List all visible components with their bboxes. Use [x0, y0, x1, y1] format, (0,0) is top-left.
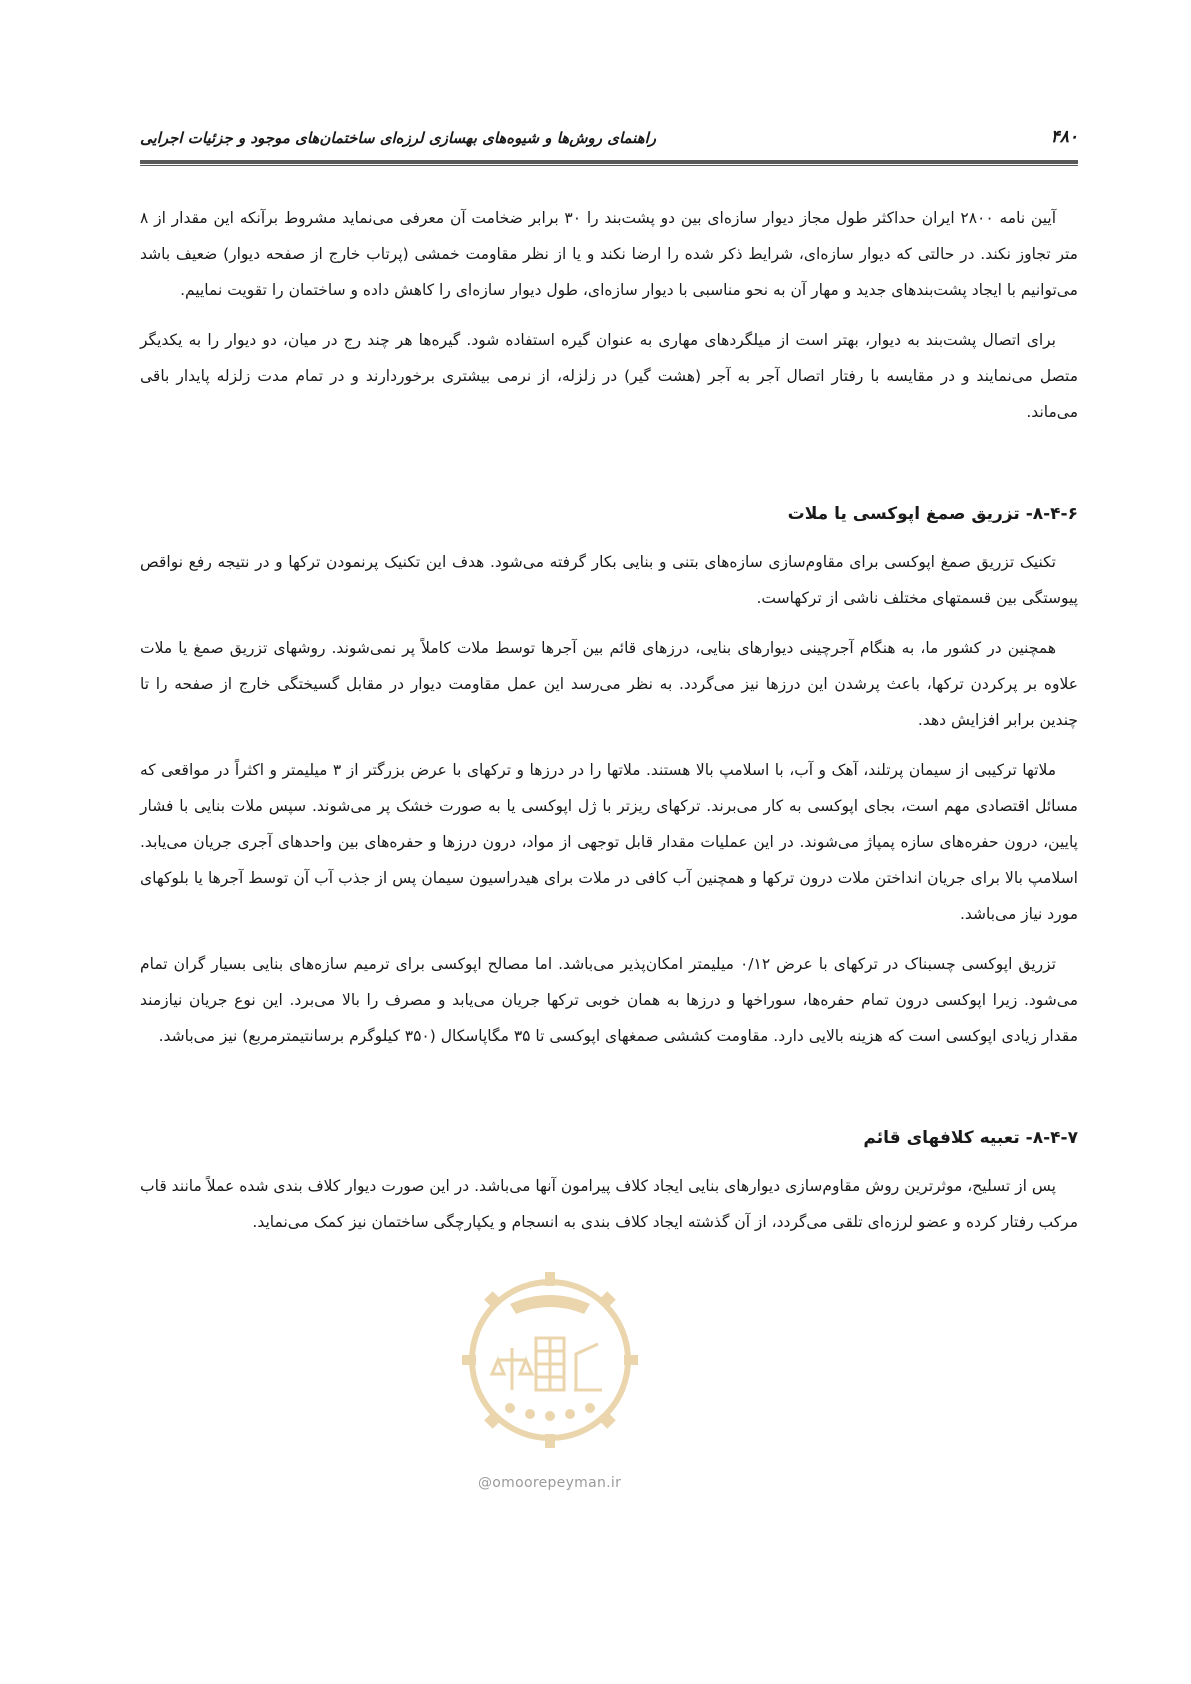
- paragraph: پس از تسلیح، موثرترین روش مقاوم‌سازی دیوارهای بنایی ایجاد کلاف پیرامون آنها می‌باشد. در این صورت دیوار کلاف بندی شده عملاً مانند قاب مرکب رفتار کرده و عضو لرزه‌ای تلقی می‌گردد، از آن گذشته ایجاد کلاف بندی به انسجام و یکپارچگی ساختمان نیز کمک می‌نماید.: [140, 1177, 1078, 1231]
- paragraph: همچنین در کشور ما، به هنگام آجرچینی دیوارهای بنایی، درزهای قائم بین آجرها توسط ملات کاملاً پر نمی‌شوند. روشهای تزریق صمغ یا ملات علاوه بر پرکردن ترکها، باعث پرشدن این درزها نیز می‌گردد. به نظر می‌رسد این عمل مقاومت دیوار در مقابل گسیختگی خارج از صفحه را تا چندین برابر افزایش دهد.: [140, 639, 1078, 729]
- running-header: [140, 125, 1078, 165]
- watermark-url: @omoorepeyman.ir: [478, 1475, 622, 1491]
- paragraph: تکنیک تزریق صمغ اپوکسی برای مقاوم‌سازی سازه‌های بتنی و بنایی بکار گرفته می‌شود. هدف این تکنیک پرنمودن ترکها و در نتیجه رفع نواقص پیوستگی بین قسمتهای مختلف ناشی از ترکهاست.: [140, 553, 1078, 607]
- section-heading-8-4-7: ۸-۴-۷- تعبیه کلافهای قائم: [863, 1128, 1078, 1148]
- paragraph: ملاتها ترکیبی از سیمان پرتلند، آهک و آب، با اسلامپ بالا هستند. ملاتها را در درزها و ترکهای با عرض بزرگتر از ۳ میلیمتر و اکثراً در مواقعی که مسائل اقتصادی مهم است، بجای اپوکسی به کار می‌برند. ترکهای ریزتر با ژل اپوکسی یا به صورت خشک پر می‌شوند. سپس ملات بنایی با فشار پایین، درون حفره‌های سازه پمپاژ می‌شوند. در این عملیات مقدار قابل توجهی از مواد، درون درزها و حفره‌های بین واحدهای آجری جریان می‌یابد. اسلامپ بالا برای جریان انداختن ملات درون ترکها و همچنین آب کافی در ملات برای هیدراسیون سیمان پس از جذب آب آن توسط آجرها یا بلوکهای مورد نیاز می‌باشد.: [140, 761, 1078, 923]
- section-spacer: [140, 444, 1078, 496]
- watermark-logo: [450, 1250, 650, 1470]
- page-number: ۴۸۰: [1050, 127, 1078, 147]
- paragraph: تزریق اپوکسی چسبناک در ترکهای با عرض ۰/۱۲ میلیمتر امکان‌پذیر می‌باشد. اما مصالح اپوکسی برای ترمیم سازه‌های بنایی بسیار گران تمام می‌شود. زیرا اپوکسی درون تمام حفره‌ها، سوراخها و درزها به همان خوبی ترکها جریان می‌یابد و مصرف را بالا می‌برد. این نوع جریان نیازمند مقدار زیادی اپوکسی است که هزینه بالایی دارد. مقاومت کششی صمغهای اپوکسی تا ۳۵ مگاپاسکال (۳۵۰ کیلوگرم برسانتیمترمربع) نیز می‌باشد.: [140, 955, 1078, 1045]
- paragraph: آیین نامه ۲۸۰۰ ایران حداکثر طول مجاز دیوار سازه‌ای بین دو پشت‌بند را ۳۰ برابر ضخامت آن معرفی می‌نماید مشروط برآنکه این مقدار از ۸ متر تجاوز نکند. در حالتی که دیوار سازه‌ای، شرایط ذکر شده را ارضا نکند و یا از نظر مقاومت خمشی (پرتاب خارج از صفحه دیوار) ضعیف باشد می‌توانیم با ایجاد پشت‌بندهای جدید و مهار آن به نحو مناسبی با دیوار سازه‌ای، طول دیوار سازه‌ای را کاهش داده و ساختمان را تقویت نماییم.: [140, 209, 1078, 299]
- section-heading-8-4-6: ۸-۴-۶- تزریق صمغ اپوکسی یا ملات: [787, 504, 1078, 524]
- section-spacer: [140, 1068, 1078, 1120]
- paragraph: برای اتصال پشت‌بند به دیوار، بهتر است از میلگردهای مهاری به عنوان گیره استفاده شود. گیره‌ها هر چند رج در میان، دو دیوار را به یکدیگر متصل می‌نمایند و در مقایسه با رفتار اتصال آجر به آجر (هشت گیر) در زلزله، از نرمی بیشتری برخوردارند و در تمام مدت زلزله پایدار باقی می‌ماند.: [140, 331, 1078, 421]
- header-title: راهنمای روش‌ها و شیوه‌های بهسازی لرزه‌ای ساختمان‌های موجود و جزئیات اجرایی: [140, 129, 657, 147]
- header-divider: [140, 160, 1078, 166]
- page-content: [140, 200, 1078, 1254]
